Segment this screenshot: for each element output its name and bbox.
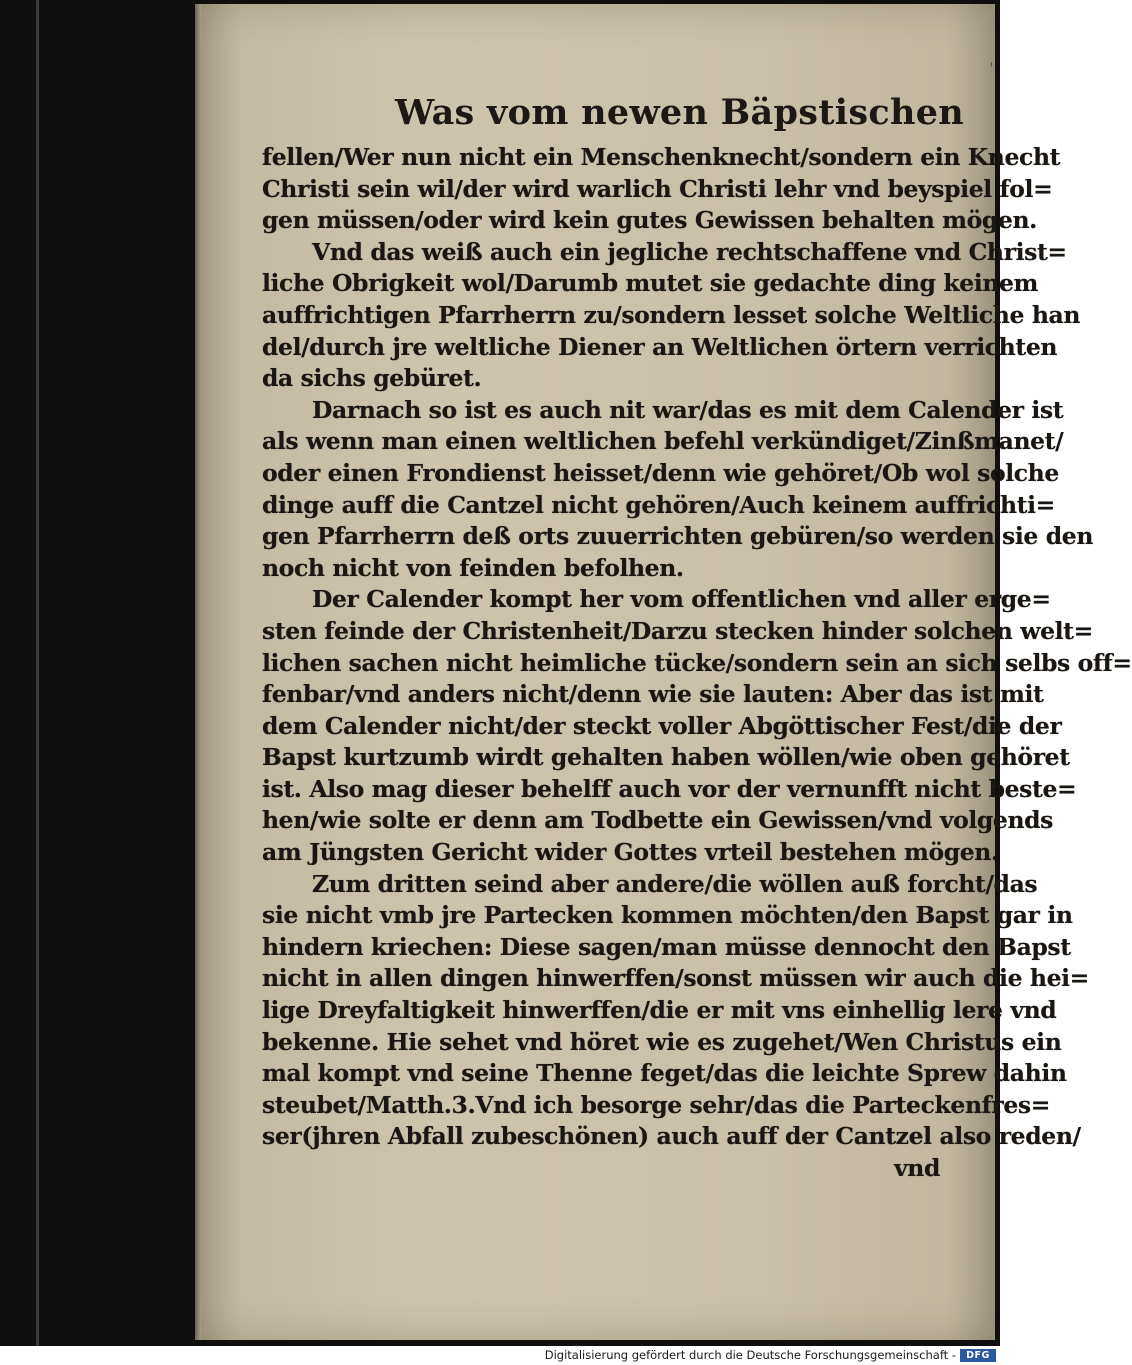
running-head: Was vom newen Bäpstischen — [395, 92, 965, 133]
text-line: steubet/Matth.3.Vnd ich besorge sehr/das die Parteckenfres= — [262, 1090, 1050, 1119]
text-line: fellen/Wer nun nicht ein Menschenknecht/sondern ein Knecht — [262, 143, 1061, 171]
text-line: Bapst kurtzumb wirdt gehalten haben wöllen/wie oben gehöret — [262, 743, 1070, 772]
text-line: Der Calender kompt her vom offentlichen vnd aller erge= — [312, 585, 1051, 614]
dfg-logo: DFG — [960, 1349, 996, 1362]
text-line: oder einen Frondienst heisset/denn wie gehöret/Ob wol solche — [262, 458, 1059, 487]
text-line: als wenn man einen weltlichen befehl verkündiget/Zinßmanet/ — [262, 427, 1064, 456]
text-line: dem Calender nicht/der steckt voller Abgöttischer Fest/die der — [262, 711, 1062, 740]
text-line: Vnd das weiß auch ein jegliche rechtschaffene vnd Christ= — [312, 237, 1067, 266]
text-line: lichen sachen nicht heimliche tücke/sondern sein an sich selbs off= — [262, 648, 1132, 677]
text-line: ist. Also mag dieser behelff auch vor der vernunfft nicht beste= — [262, 774, 1077, 803]
text-line: am Jüngsten Gericht wider Gottes vrteil bestehen mögen. — [262, 838, 999, 867]
text-line: Darnach so ist es auch nit war/das es mit dem Calender ist — [312, 395, 1064, 424]
text-line: bekenne. Hie sehet vnd höret wie es zugehet/Wen Christus ein — [262, 1027, 1062, 1056]
text-line: lige Dreyfaltigkeit hinwerffen/die er mit vns einhellig lere vnd — [262, 996, 1057, 1025]
text-line: da sichs gebüret. — [262, 364, 482, 393]
text-line: gen Pfarrherrn deß orts zuuerrichten gebüren/so werden sie den — [262, 522, 1094, 551]
text-line: fenbar/vnd anders nicht/denn wie sie lauten: Aber das ist mit — [262, 680, 1044, 709]
text-line: mal kompt vnd seine Thenne feget/das die leichte Sprew dahin — [262, 1059, 1067, 1088]
text-line: del/durch jre weltliche Diener an Weltlichen örtern verrichten — [262, 332, 1058, 361]
scan-left-band — [36, 0, 39, 1346]
text-line: noch nicht von feinden befolhen. — [262, 553, 684, 582]
text-line: hindern kriechen: Diese sagen/man müsse dennocht den Bapst — [262, 932, 1071, 961]
page-gutter-shadow — [195, 4, 201, 1340]
text-line: auffrichtigen Pfarrherrn zu/sondern lesset solche Weltliche han — [262, 300, 1081, 329]
margin-mark: ˈ — [989, 60, 994, 81]
catchword: vnd — [894, 1154, 940, 1182]
text-line: dinge auff die Cantzel nicht gehören/Auch keinem auffrichti= — [262, 490, 1055, 519]
body-text — [262, 142, 1132, 1185]
footer-credit: Digitalisierung gefördert durch die Deutsche Forschungsgemeinschaft - — [544, 1348, 956, 1362]
footer-bar — [0, 1346, 1000, 1365]
text-line: nicht in allen dingen hinwerffen/sonst müssen wir auch die hei= — [262, 964, 1089, 993]
text-line: hen/wie solte er denn am Todbette ein Gewissen/vnd volgends — [262, 806, 1054, 835]
text-line: ser(jhren Abfall zubeschönen) auch auff der Cantzel also reden/ — [262, 1122, 1081, 1151]
text-line: liche Obrigkeit wol/Darumb mutet sie gedachte ding keinem — [262, 269, 1039, 298]
text-line: sten feinde der Christenheit/Darzu stecken hinder solchen welt= — [262, 616, 1093, 645]
text-line: Christi sein wil/der wird warlich Christi lehr vnd beyspiel fol= — [262, 174, 1053, 203]
text-line: gen müssen/oder wird kein gutes Gewissen behalten mögen. — [262, 206, 1037, 235]
text-line: Zum dritten seind aber andere/die wöllen auß forcht/das — [312, 869, 1038, 898]
text-line: sie nicht vmb jre Partecken kommen möchten/den Bapst gar in — [262, 901, 1073, 930]
